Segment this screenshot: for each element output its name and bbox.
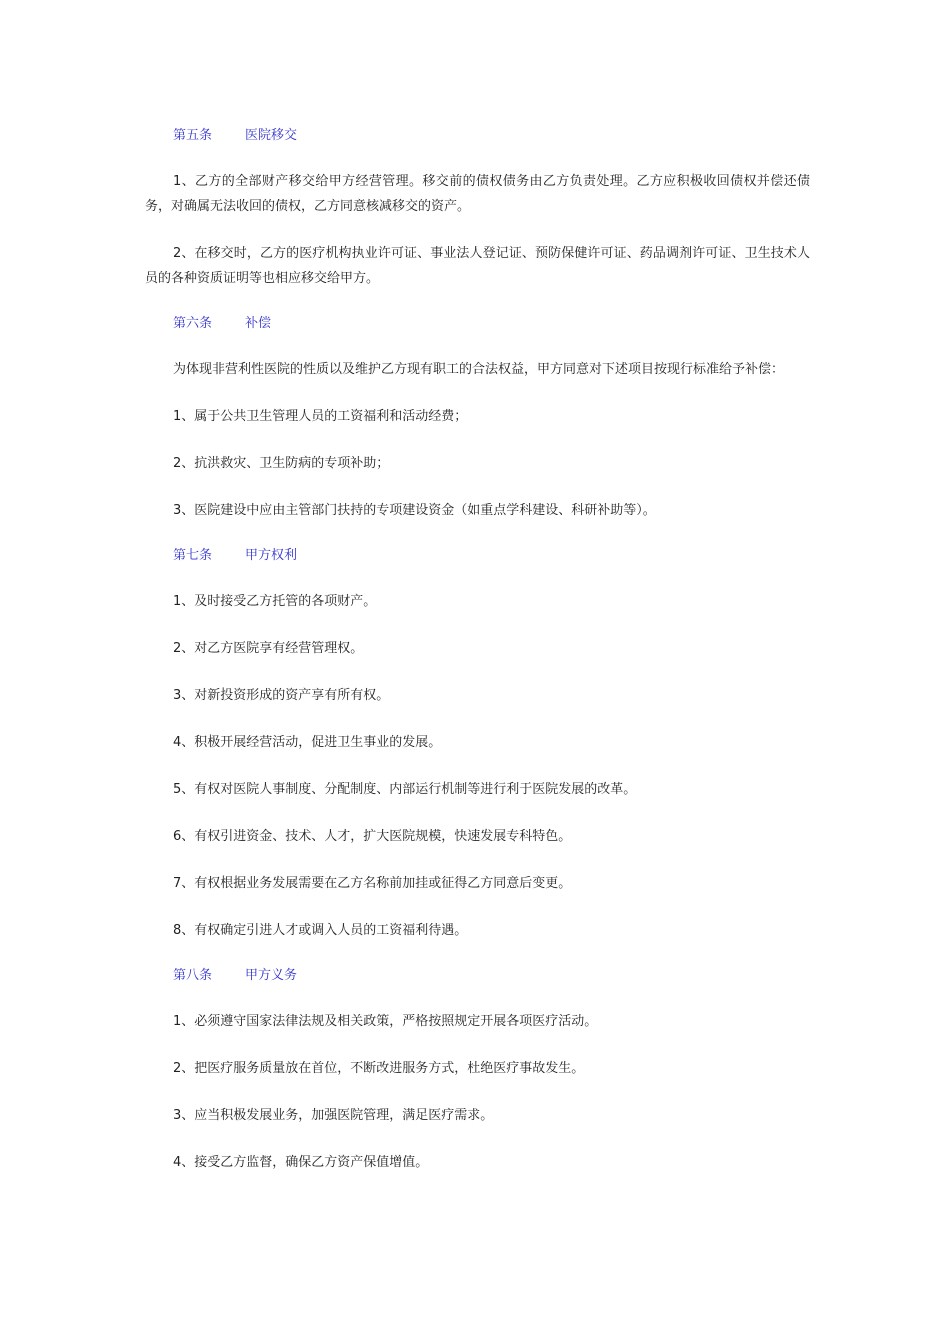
article-number: 第六条 [173, 316, 213, 331]
article-heading [145, 313, 810, 335]
article-7 [145, 545, 810, 965]
article-title: 甲方权利 [245, 548, 298, 563]
paragraph: 4、接受乙方监督，确保乙方资产保值增值。 [173, 1155, 429, 1170]
paragraph: 2、抗洪救灾、卫生防病的专项补助； [173, 456, 390, 471]
paragraph: 2、把医疗服务质量放在首位，不断改进服务方式，杜绝医疗事故发生。 [173, 1061, 585, 1076]
article-number: 第五条 [173, 128, 213, 143]
article-5 [145, 125, 810, 313]
article-heading [145, 545, 810, 567]
article-title: 补偿 [245, 316, 272, 331]
paragraph: 3、对新投资形成的资产享有所有权。 [173, 688, 390, 703]
paragraph: 3、医院建设中应由主管部门扶持的专项建设资金（如重点学科建设、科研补助等）。 [173, 503, 656, 518]
document-body [145, 125, 810, 1175]
paragraph: 1、乙方的全部财产移交给甲方经营管理。移交前的债权债务由乙方负责处理。乙方应积极收回债权并偿还债务，对确属无法收回的债权，乙方同意核减移交的资产。 [145, 174, 810, 214]
article-number: 第七条 [173, 548, 213, 563]
paragraph: 1、属于公共卫生管理人员的工资福利和活动经费； [173, 409, 468, 424]
paragraph: 8、有权确定引进人才或调入人员的工资福利待遇。 [173, 923, 468, 938]
paragraph: 4、积极开展经营活动，促进卫生事业的发展。 [173, 735, 442, 750]
article-heading [145, 965, 810, 987]
article-heading [145, 125, 810, 147]
article-6 [145, 313, 810, 545]
paragraph: 2、对乙方医院享有经营管理权。 [173, 641, 364, 656]
article-title: 甲方义务 [245, 968, 298, 983]
paragraph: 5、有权对医院人事制度、分配制度、内部运行机制等进行利于医院发展的改革。 [173, 782, 637, 797]
article-title: 医院移交 [245, 128, 298, 143]
paragraph: 2、在移交时，乙方的医疗机构执业许可证、事业法人登记证、预防保健许可证、药品调剂许可证、卫生技术人员的各种资质证明等也相应移交给甲方。 [145, 246, 810, 286]
paragraph: 1、必须遵守国家法律法规及相关政策，严格按照规定开展各项医疗活动。 [173, 1014, 598, 1029]
paragraph: 6、有权引进资金、技术、人才，扩大医院规模，快速发展专科特色。 [173, 829, 572, 844]
paragraph: 7、有权根据业务发展需要在乙方名称前加挂或征得乙方同意后变更。 [173, 876, 572, 891]
paragraph: 3、应当积极发展业务，加强医院管理，满足医疗需求。 [173, 1108, 494, 1123]
article-8 [145, 965, 810, 1175]
paragraph: 为体现非营利性医院的性质以及维护乙方现有职工的合法权益，甲方同意对下述项目按现行标准给予补偿： [173, 362, 785, 377]
paragraph: 1、及时接受乙方托管的各项财产。 [173, 594, 377, 609]
article-number: 第八条 [173, 968, 213, 983]
